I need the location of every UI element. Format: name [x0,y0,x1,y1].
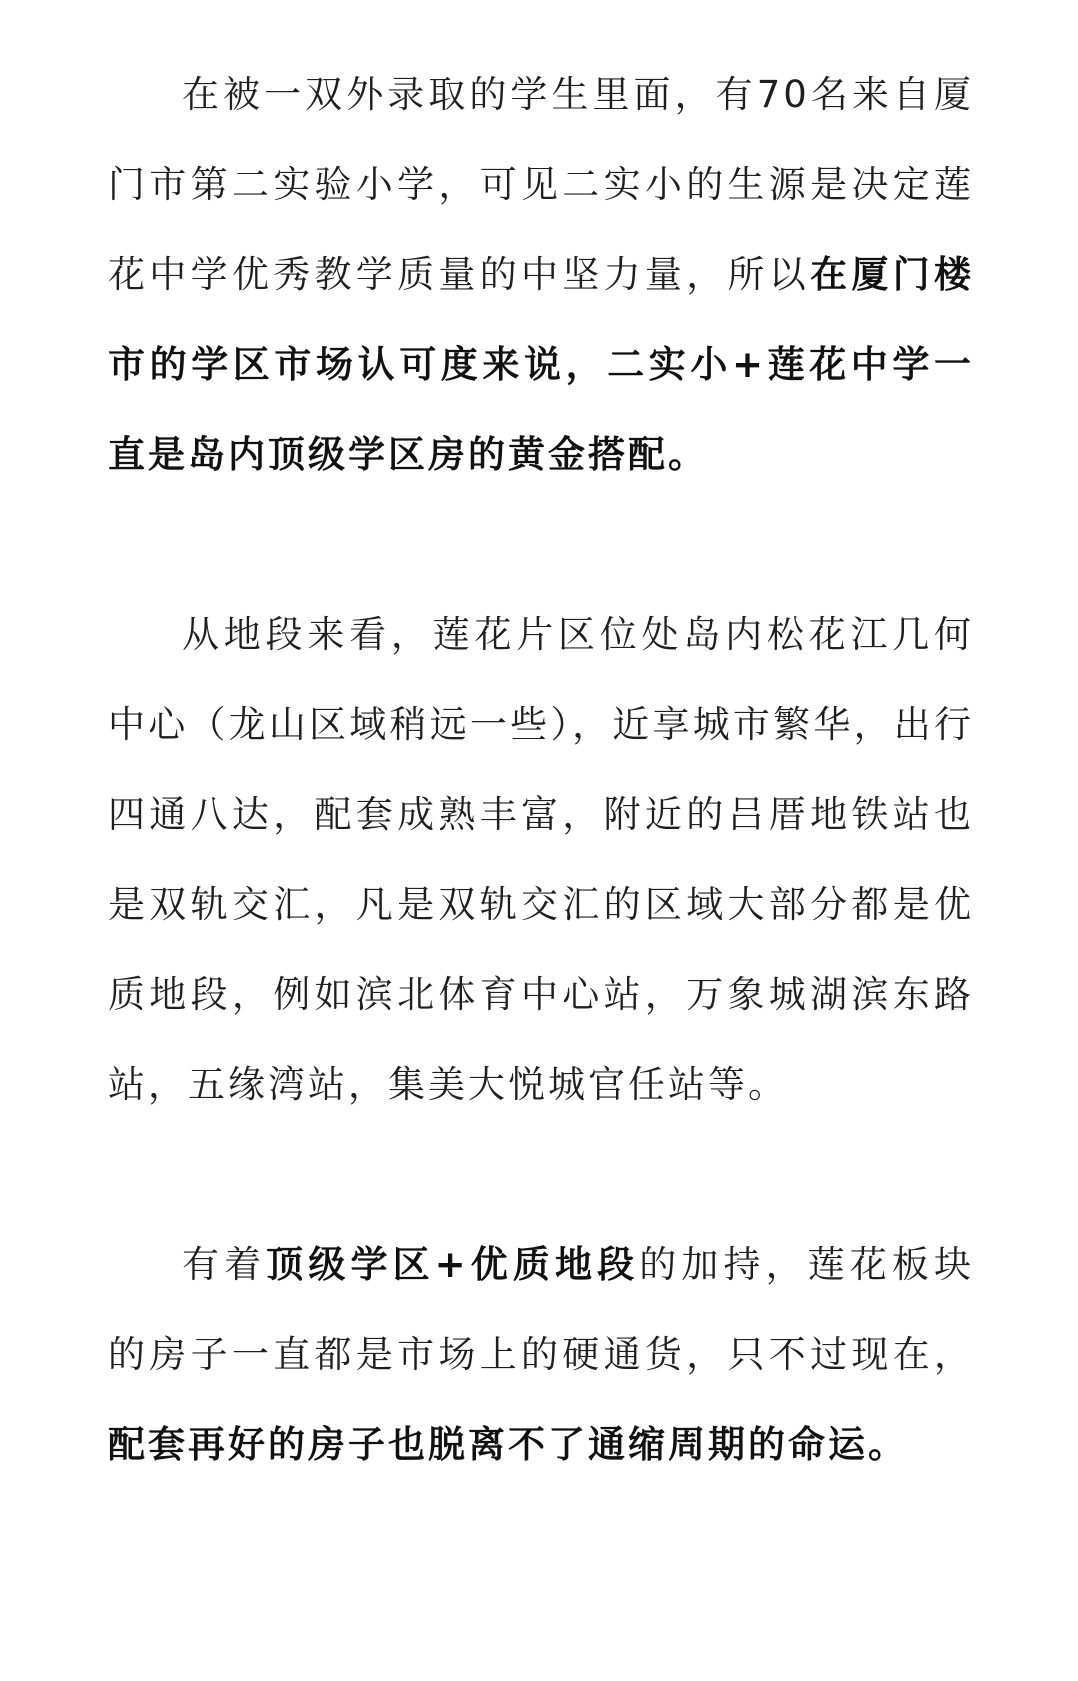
paragraph-location [108,590,974,1130]
paragraph-1-text: 在被一双外录取的学生里面，有70名来自厦门市第二实验小学，可见二实小的生源是决定莲花中学优秀教学质量的中坚力量，所以 [108,73,974,296]
paragraph-3-bold-text-a: 顶级学区+优质地段 [266,1243,640,1286]
paragraph-school-admission [108,50,974,500]
article-body [108,50,974,1490]
paragraph-3-text-b: 的加持，莲花板块的房子一直都是市场上的硬通货，只不过现在， [108,1243,975,1376]
paragraph-1-bold-text: 在厦门楼市的学区市场认可度来说，二实小+莲花中学一直是岛内顶级学区房的黄金搭配。 [108,253,975,476]
paragraph-3-bold-text-b: 配套再好的房子也脱离不了通缩周期的命运。 [108,1423,908,1466]
paragraph-2-text: 从地段来看，莲花片区位处岛内松花江几何中心（龙山区域稍远一些），近享城市繁华，出行四通八达，配套成熟丰富，附近的吕厝地铁站也是双轨交汇，凡是双轨交汇的区域大部分都是优质地段，例如滨北体育中心站，万象城湖滨东路站，五缘湾站，集美大悦城官任站等。 [108,613,974,1106]
paragraph-3-text-a: 有着 [182,1243,267,1286]
paragraph-market-outlook [108,1220,974,1490]
